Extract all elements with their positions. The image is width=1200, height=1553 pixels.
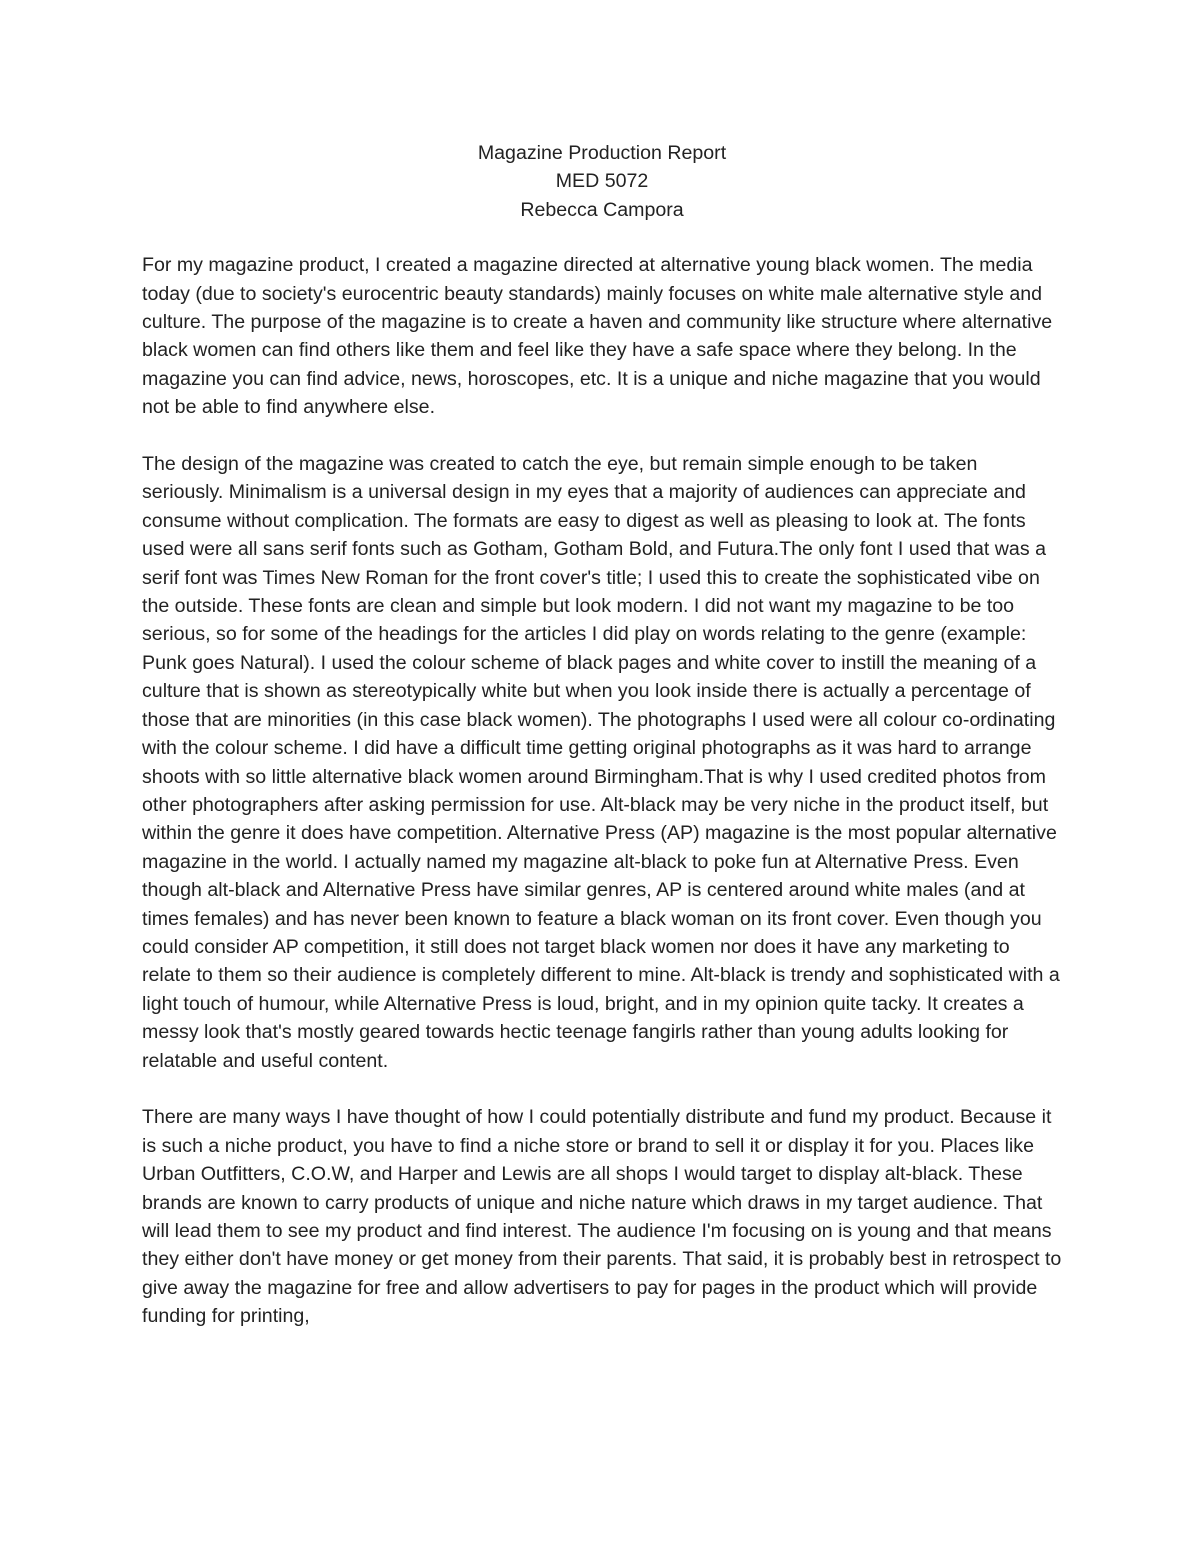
document-title: Magazine Production Report [477,142,727,164]
paragraph-distribution: There are many ways I have thought of how I could potentially distribute and fund my product. Because it is such a niche product, you have to find a niche store or brand to sell it or display it for you. Places like Urban Outfitters, C.O.W, and Harper and Lewis are all shops I would target to display alt-black. These brands are known to carry products of unique and niche nature which draws in my target audience. That will lead them to see my product and find interest. The audience I'm focusing on is young and that means they either don't have money or get money from their parents. That said, it is probably best in retrospect to give away the magazine for free and allow advertisers to pay for pages in the product which will provide funding for printing, [142,1106,1062,1328]
paragraph-intro: For my magazine product, I created a magazine directed at alternative young black women. The media today (due to society's eurocentric beauty standards) mainly focuses on white male alternative style and culture. The purpose of the magazine is to create a haven and community like structure where alternative black women can find others like them and feel like they have a safe space where they belong. In the magazine you can find advice, news, horoscopes, etc. It is a unique and niche magazine that you would not be able to find anywhere else. [142,254,1053,419]
paragraph-design: The design of the magazine was created to catch the eye, but remain simple enough to be taken seriously. Minimalism is a universal design in my eyes that a majority of audiences can appreciate and consume without complication. The formats are easy to digest as well as pleasing to look at. The fonts used were all sans serif fonts such as Gotham, Gotham Bold, and Futura.The only font I used that was a serif font was Times New Roman for the front cover's title; I used this to create the sophisticated vibe on the outside. These fonts are clean and simple but look modern. I did not want my magazine to be too serious, so for some of the headings for the articles I did play on words relating to the genre (example: Punk goes Natural). I used the colour scheme of black pages and white cover to instill the meaning of a culture that is shown as stereotypically white but when you look inside there is actually a percentage of those that are minorities (in this case black women). The photographs I used were all colour co-ordinating with the colour scheme. I did have a difficult time getting original photographs as it was hard to arrange shoots with so little alternative black women around Birmingham.That is why I used credited photos from other photographers after asking permission for use. Alt-black may be very niche in the product itself, but within the genre it does have competition. Alternative Press (AP) magazine is the most popular alternative magazine in the world. I actually named my magazine alt-black to poke fun at Alternative Press. Even though alt-black and Alternative Press have similar genres, AP is centered around white males (and at times females) and has never been known to feature a black woman on its front cover. Even though you could consider AP competition, it still does not target black women nor does it have any marketing to relate to them so their audience is completely different to mine. Alt-black is trendy and sophisticated with a light touch of humour, while Alternative Press is loud, bright, and in my opinion quite tacky. It creates a messy look that's mostly geared towards hectic teenage fangirls rather than young adults looking for relatable and useful content. [142,453,1060,1072]
author-name: Rebecca Campora [520,198,684,221]
course-code: MED 5072 [555,170,649,193]
document-content [142,139,1062,1331]
title-block [142,139,1062,224]
